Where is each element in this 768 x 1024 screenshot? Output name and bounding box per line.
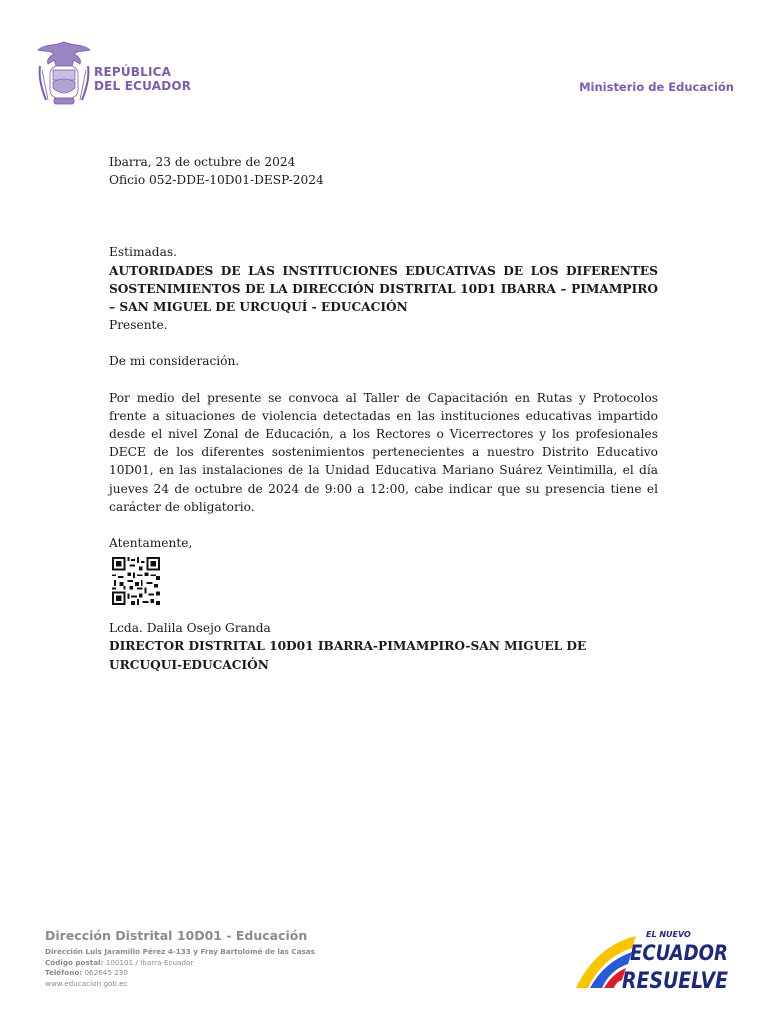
slogan-line-1: EL NUEVO <box>646 930 691 939</box>
place-date: Ibarra, 23 de octubre de 2024 <box>109 155 296 169</box>
body-paragraph: Por medio del presente se convoca al Taller de Capacitación en Rutas y Protocolos frente a situaciones de violencia detectadas en las instituciones educativas impartido desde el nivel Zonal de Educación, a los Rectores o Vicerrectores y los profesionales DECE de los diferentes sostenimientos pertenecientes a nuestro Distrito Educativo 10D01, en las instalaciones de la Unidad Educativa Mariano Suárez Veintimilla, el día jueves 24 de octubre de 2024 de 9:00 a 12:00, cabe indicar que su presencia tiene el carácter de obligatorio. <box>109 390 658 514</box>
footer-postal: Código postal: 100101 / Ibarra-Ecuador <box>45 957 194 967</box>
presente: Presente. <box>109 318 168 333</box>
country-name: REPÚBLICA DEL ECUADOR <box>94 65 192 93</box>
letter-body <box>109 153 658 674</box>
footer-website: www.educacion.gob.ec <box>45 978 128 988</box>
greeting: Estimadas. <box>109 245 177 260</box>
coat-of-arms-icon <box>36 40 92 110</box>
republica-ecuador-logo <box>36 40 196 110</box>
signature-qr-code <box>111 557 161 605</box>
reference-number: Oficio 052-DDE-10D01-DESP-2024 <box>109 173 324 188</box>
footer-office: Dirección Distrital 10D01 - Educación <box>45 928 308 943</box>
signer-title: DIRECTOR DISTRITAL 10D01 IBARRA-PIMAMPIRO-SAN MIGUEL DE URCUQUI-EDUCACIÓN <box>109 639 587 672</box>
footer-address: Dirección Luis Jaramillo Pérez 4-133 y Fray Bartolomé de las Casas <box>45 947 315 956</box>
closing: Atentamente, <box>109 536 193 551</box>
recipient: AUTORIDADES DE LAS INSTITUCIONES EDUCATIVAS DE LOS DIFERENTES SOSTENIMIENTOS DE LA DIRECCIÓN DISTRITAL 10D1 IBARRA – PIMAMPIRO – SAN MIGUEL DE URCUQUÍ - EDUCACIÓN <box>109 263 658 315</box>
signer-name: Lcda. Dalila Osejo Granda <box>109 621 271 636</box>
ministry-name: Ministerio de Educación <box>579 80 734 94</box>
footer-phone: Teléfono: 062645 230 <box>45 968 128 977</box>
slogan-line-3: RESUELVE <box>622 969 728 994</box>
consideration: De mi consideración. <box>109 354 240 369</box>
el-nuevo-ecuador-resuelve-logo <box>566 926 731 996</box>
footer-contact <box>45 928 315 989</box>
slogan-line-2: ECUADOR <box>630 941 728 965</box>
